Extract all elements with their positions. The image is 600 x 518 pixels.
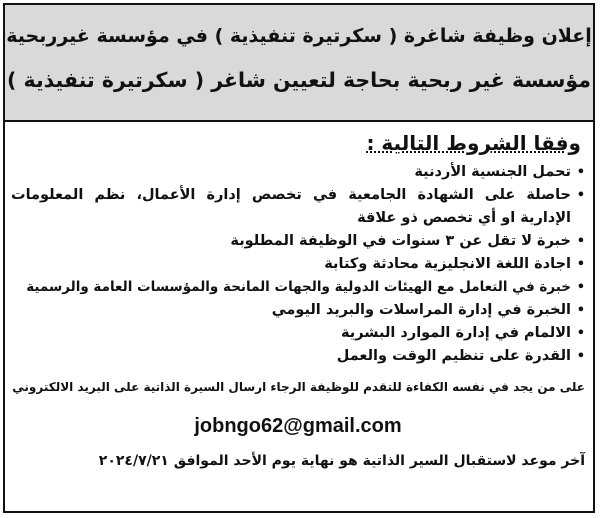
bullet-icon: • — [576, 280, 585, 295]
bullet-icon: • — [576, 234, 585, 249]
condition-item: • الالمام في إدارة الموارد البشرية — [11, 322, 585, 345]
conditions-list — [11, 161, 585, 368]
application-note: على من يجد في نفسه الكفاءة للتقدم للوظيفة الرجاء ارسال السيرة الذاتية على البريد الالكتروني — [12, 380, 585, 394]
condition-item: • اجادة اللغة الانجليزية محادثة وكتابة — [11, 253, 585, 276]
header-divider — [5, 120, 593, 122]
ad-header — [5, 5, 593, 120]
condition-item: • تحمل الجنسية الأردنية — [11, 161, 585, 184]
bullet-icon: • — [576, 349, 585, 364]
condition-item: • حاصلة على الشهادة الجامعية في تخصص إدارة الأعمال، نظم المعلومات الإدارية او أي تخصص ذو علاقة — [11, 184, 585, 230]
header-line-1: إعلان وظيفة شاغرة ( سكرتيرة تنفيذية ) في مؤسسة غيرربحية — [6, 25, 592, 47]
condition-item: • القدرة على تنظيم الوقت والعمل — [11, 345, 585, 368]
bullet-icon: • — [576, 303, 585, 318]
ad-body — [11, 129, 585, 472]
header-line-2: مؤسسة غير ربحية بحاجة لتعيين شاغر ( سكرتيرة تنفيذية ) — [7, 68, 591, 92]
bullet-icon: • — [576, 165, 585, 180]
bullet-icon: • — [576, 188, 585, 203]
ad-frame — [3, 3, 595, 513]
deadline-note: آخر موعد لاستقبال السير الذاتية هو نهاية يوم الأحد الموافق ٢٠٢٤/٧/٢١ — [98, 453, 585, 469]
contact-email[interactable]: jobngo62@gmail.com — [194, 415, 402, 437]
bullet-icon: • — [576, 326, 585, 341]
bullet-icon: • — [576, 257, 585, 272]
conditions-title: وفقا الشروط التالية : — [366, 131, 581, 155]
condition-item: • خبرة في التعامل مع الهيئات الدولية والجهات المانحة والمؤسسات العامة والرسمية — [11, 276, 585, 299]
condition-item: • خبرة لا تقل عن ٣ سنوات في الوظيفة المطلوبة — [11, 230, 585, 253]
condition-item: • الخبرة في إدارة المراسلات والبريد اليومي — [11, 299, 585, 322]
